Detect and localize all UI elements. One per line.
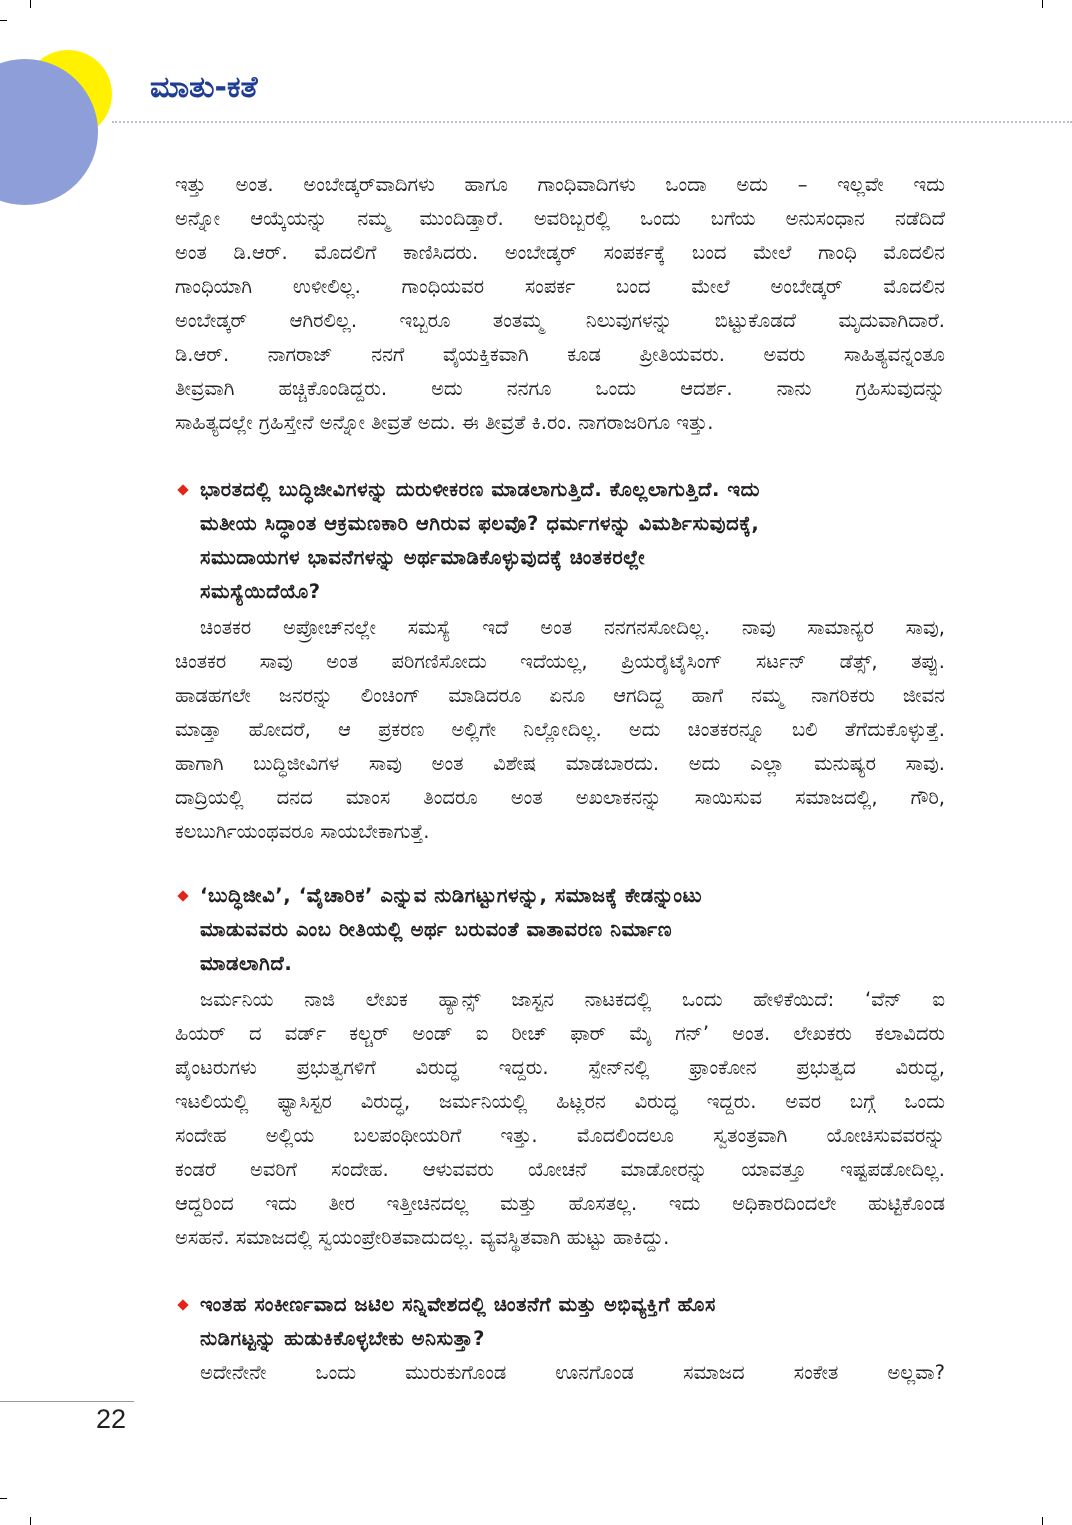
text-line: ಹಾಡಹಗಲೇ ಜನರನ್ನು ಲಿಂಚಿಂಗ್ ಮಾಡಿದರೂ ಏನೂ ಆಗದಿದ್ದ ಹಾಗೆ ನಮ್ಮ ನಾಗರಿಕರು ಜೀವನ <box>175 684 945 707</box>
question-line: ‘ಬುದ್ಧಿಜೀವಿ’, ‘ವೈಚಾರಿಕ’ ಎನ್ನುವ ನುಡಿಗಟ್ಟುಗಳನ್ನು, ಸಮಾಜಕ್ಕೆ ಕೇಡನ್ನುಂಟು <box>200 884 703 907</box>
question-line: ಭಾರತದಲ್ಲಿ ಬುದ್ಧಿಜೀವಿಗಳನ್ನು ದುರುಳೀಕರಣ ಮಾಡಲಾಗುತ್ತಿದೆ. ಕೊಲ್ಲಲಾಗುತ್ತಿದೆ. ಇದು <box>200 478 761 501</box>
answer-paragraph <box>175 611 945 849</box>
question-line: ಸಮುದಾಯಗಳ ಭಾವನೆಗಳನ್ನು ಅರ್ಥಮಾಡಿಕೊಳ್ಳುವುದಕ್ಕೆ ಚಿಂತಕರಲ್ಲೇ <box>200 546 646 569</box>
page-number: 22 <box>96 1404 127 1434</box>
question-line: ಮತೀಯ ಸಿದ್ಧಾಂತ ಆಕ್ರಮಣಕಾರಿ ಆಗಿರುವ ಫಲವೊ? ಧರ್ಮಗಳನ್ನು ವಿಮರ್ಶಿಸುವುದಕ್ಕೆ, <box>200 512 760 535</box>
crop-mark <box>30 0 31 8</box>
crop-mark <box>1042 0 1043 8</box>
text-line: ದಾದ್ರಿಯಲ್ಲಿ ದನದ ಮಾಂಸ ತಿಂದರೂ ಅಂತ ಅಖಲಾಕನನ್ನು ಸಾಯಿಸುವ ಸಮಾಜದಲ್ಲಿ, ಗೌರಿ, <box>175 786 945 809</box>
text-line: ಸಂದೇಹ ಅಲ್ಲಿಯ ಬಲಪಂಥೀಯರಿಗೆ ಇತ್ತು. ಮೊದಲಿಂದಲೂ ಸ್ವತಂತ್ರವಾಗಿ ಯೋಚಿಸುವವರನ್ನು <box>175 1124 945 1147</box>
text-line: ತೀವ್ರವಾಗಿ ಹಚ್ಚಿಕೊಂಡಿದ್ದರು. ಅದು ನನಗೂ ಒಂದು ಆದರ್ಶ. ನಾನು ಗ್ರಹಿಸುವುದನ್ನು <box>175 377 945 400</box>
question-line: ಇಂತಹ ಸಂಕೀರ್ಣವಾದ ಜಟಿಲ ಸನ್ನಿವೇಶದಲ್ಲಿ ಚಿಂತನೆಗೆ ಮತ್ತು ಅಭಿವ್ಯಕ್ತಿಗೆ ಹೊಸ <box>200 1293 716 1316</box>
text-line: ಕಲಬುರ್ಗಿಯಂಥವರೂ ಸಾಯಬೇಕಾಗುತ್ತೆ. <box>175 820 430 843</box>
text-line: ಚಿಂತಕರ ಸಾವು ಅಂತ ಪರಿಗಣಿಸೋದು ಇದೆಯಲ್ಲ, ಪ್ರಿಯರೈಟೈಸಿಂಗ್ ಸರ್ಟನ್ ಡೆತ್ಸ್, ತಪ್ಪು. <box>175 650 945 673</box>
question-line: ಸಮಸ್ಯೆಯಿದೆಯೊ? <box>200 580 321 603</box>
text-line: ಕಂಡರೆ ಅವರಿಗೆ ಸಂದೇಹ. ಆಳುವವರು ಯೋಚನೆ ಮಾಡೋರನ್ನು ಯಾವತ್ತೂ ಇಷ್ಟಪಡೋದಿಲ್ಲ. <box>175 1158 945 1181</box>
text-line: ಜರ್ಮನಿಯ ನಾಜಿ ಲೇಖಕ ಹ್ಯಾನ್ಸ್ ಜಾಸ್ಟನ ನಾಟಕದಲ್ಲಿ ಒಂದು ಹೇಳಿಕೆಯಿದೆ: ‘ವೆನ್ ಐ <box>200 988 945 1011</box>
text-line: ಚಿಂತಕರ ಅಪ್ರೋಚ್‌ನಲ್ಲೇ ಸಮಸ್ಯೆ ಇದೆ ಅಂತ ನನಗನಸೋದಿಲ್ಲ. ನಾವು ಸಾಮಾನ್ಯರ ಸಾವು, <box>200 616 945 639</box>
crop-mark <box>0 20 7 21</box>
text-line: ಪೈಂಟರುಗಳು ಪ್ರಭುತ್ವಗಳಿಗೆ ವಿರುದ್ಧ ಇದ್ದರು. ಸ್ಪೇನ್‌ನಲ್ಲಿ ಫ್ರಾಂಕೋನ ಪ್ರಭುತ್ವದ ವಿರುದ್ಧ, <box>175 1056 945 1079</box>
dotted-rule <box>112 121 1072 123</box>
text-line: ಇತ್ತು ಅಂತ. ಅಂಬೇಡ್ಕರ್‌ವಾದಿಗಳು ಹಾಗೂ ಗಾಂಧಿವಾದಿಗಳು ಒಂದಾ ಅದು – ಇಲ್ಲವೇ ಇದು <box>175 173 945 196</box>
text-line: ಹಾಗಾಗಿ ಬುದ್ಧಿಜೀವಿಗಳ ಸಾವು ಅಂತ ವಿಶೇಷ ಮಾಡಬಾರದು. ಅದು ಎಲ್ಲಾ ಮನುಷ್ಯರ ಸಾವು. <box>175 752 945 775</box>
text-line: ಗಾಂಧಿಯಾಗಿ ಉಳೀಲಿಲ್ಲ. ಗಾಂಧಿಯವರ ಸಂಪರ್ಕ ಬಂದ ಮೇಲೆ ಅಂಬೇಡ್ಕರ್ ಮೊದಲಿನ <box>175 275 945 298</box>
question-line: ಮಾಡುವವರು ಎಂಬ ರೀತಿಯಲ್ಲಿ ಅರ್ಥ ಬರುವಂತೆ ವಾತಾವರಣ ನಿರ್ಮಾಣ <box>200 918 673 941</box>
text-line: ಅಂಬೇಡ್ಕರ್ ಆಗಿರಲಿಲ್ಲ. ಇಬ್ಬರೂ ತಂತಮ್ಮ ನಿಲುವುಗಳನ್ನು ಬಿಟ್ಟುಕೊಡದೆ ಮೃದುವಾಗಿದಾರೆ. <box>175 309 945 332</box>
text-line: ಆದ್ದರಿಂದ ಇದು ತೀರ ಇತ್ತೀಚಿನದಲ್ಲ ಮತ್ತು ಹೊಸತಲ್ಲ. ಇದು ಅಧಿಕಾರದಿಂದಲೇ ಹುಟ್ಟಿಕೊಂಡ <box>175 1192 945 1215</box>
text-line: ಸಾಹಿತ್ಯದಲ್ಲೇ ಗ್ರಹಿಸ್ತೇನೆ ಅನ್ನೋ ತೀವ್ರತೆ ಅದು. ಈ ತೀವ್ರತೆ ಕಿ.ರಂ. ನಾಗರಾಜರಿಗೂ ಇತ್ತು. <box>175 411 714 434</box>
question-line: ನುಡಿಗಟ್ಟನ್ನು ಹುಡುಕಿಕೊಳ್ಳಬೇಕು ಅನಿಸುತ್ತಾ? <box>200 1327 486 1350</box>
text-line: ಡಿ.ಆರ್. ನಾಗರಾಜ್ ನನಗೆ ವೈಯಕ್ತಿಕವಾಗಿ ಕೂಡ ಪ್ರೀತಿಯವರು. ಅವರು ಸಾಹಿತ್ಯವನ್ನಂತೂ <box>175 343 945 366</box>
crop-mark <box>1042 1517 1043 1525</box>
answer-paragraph <box>175 983 945 1255</box>
text-line: ಮಾಡ್ತಾ ಹೋದರೆ, ಆ ಪ್ರಕರಣ ಅಲ್ಲಿಗೇ ನಿಲ್ಲೋದಿಲ್ಲ. ಅದು ಚಿಂತಕರನ್ನೂ ಬಲಿ ತೆಗೆದುಕೊಳ್ಳುತ್ತೆ. <box>175 718 945 741</box>
footer-rule <box>0 1401 134 1402</box>
crop-mark <box>0 1498 7 1499</box>
crop-mark <box>30 1517 31 1525</box>
text-line: ಅನ್ನೋ ಆಯ್ಕೆಯನ್ನು ನಮ್ಮ ಮುಂದಿಡ್ತಾರೆ. ಅವರಿಬ್ಬರಲ್ಲಿ ಒಂದು ಬಗೆಯ ಅನುಸಂಧಾನ ನಡೆದಿದೆ <box>175 207 945 230</box>
question-block <box>175 473 945 609</box>
intro-paragraph <box>175 168 945 440</box>
text-line: ಅದೇನೇನೇ ಒಂದು ಮುರುಕುಗೊಂಡ ಊನಗೊಂಡ ಸಮಾಜದ ಸಂಕೇತ ಅಲ್ಲವಾ? <box>200 1361 945 1384</box>
text-line: ಇಟಲಿಯಲ್ಲಿ ಫ್ಯಾಸಿಸ್ಟರ ವಿರುದ್ಧ, ಜರ್ಮನಿಯಲ್ಲಿ ಹಿಟ್ಲರನ ವಿರುದ್ಧ ಇದ್ದರು. ಅವರ ಬಗ್ಗೆ ಒಂದು <box>175 1090 945 1113</box>
text-line: ಅಸಹನೆ. ಸಮಾಜದಲ್ಲಿ ಸ್ವಯಂಪ್ರೇರಿತವಾದುದಲ್ಲ. ವ್ಯವಸ್ಥಿತವಾಗಿ ಹುಟ್ಟು ಹಾಕಿದ್ದು. <box>175 1226 670 1249</box>
text-line: ಹಿಯರ್ ದ ವರ್ಡ್ ಕಲ್ಚರ್ ಅಂಡ್ ಐ ರೀಚ್ ಫಾರ್ ಮೈ ಗನ್’ ಅಂತ. ಲೇಖಕರು ಕಲಾವಿದರು <box>175 1022 945 1045</box>
question-block <box>175 879 945 981</box>
question-line: ಮಾಡಲಾಗಿದೆ. <box>200 952 293 975</box>
text-line: ಅಂತ ಡಿ.ಆರ್. ಮೊದಲಿಗೆ ಕಾಣಿಸಿದರು. ಅಂಬೇಡ್ಕರ್ ಸಂಪರ್ಕಕ್ಕೆ ಬಂದ ಮೇಲೆ ಗಾಂಧಿ ಮೊದಲಿನ <box>175 241 945 264</box>
answer-paragraph <box>175 1356 945 1390</box>
section-title: ಮಾತು-ಕತೆ <box>150 70 258 105</box>
question-block <box>175 1288 945 1356</box>
